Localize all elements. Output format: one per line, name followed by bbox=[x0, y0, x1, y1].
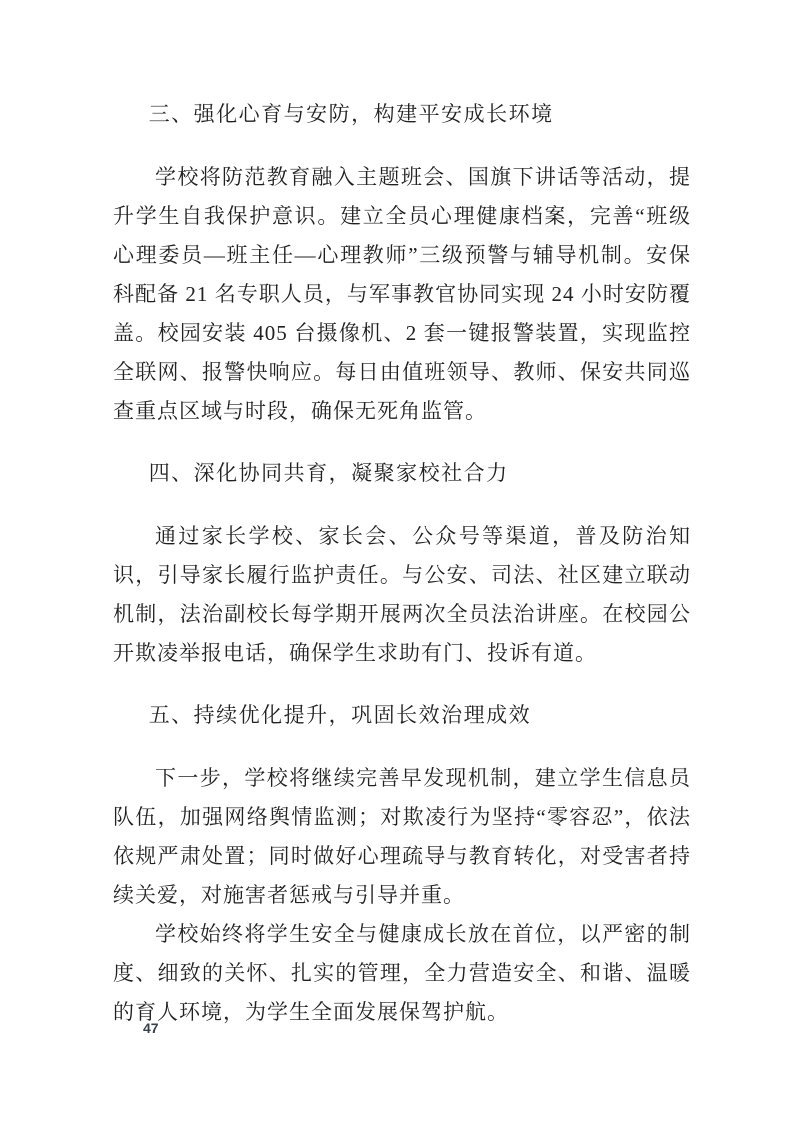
section-4-paragraph: 通过家长学校、家长会、公众号等渠道，普及防治知识，引导家长履行监护责任。与公安、司法、社区建立联动机制，法治副校长每学期开展两次全员法治讲座。在校园公开欺凌举报电话，确保学生求助有门、投诉有道。 bbox=[113, 524, 691, 665]
page-number: 47 bbox=[143, 1020, 159, 1036]
section-5-paragraph-2: 学校始终将学生安全与健康成长放在首位，以严密的制度、细致的关怀、扎实的管理，全力营造安全、和谐、温暖的育人环境，为学生全面发展保驾护航。 bbox=[113, 922, 691, 1024]
section-heading-3: 三、强化心育与安防，构建平安成长环境 bbox=[148, 102, 554, 126]
section-heading-4: 四、深化协同共育，凝聚家校社合力 bbox=[148, 461, 509, 485]
section-heading-5: 五、持续优化提升，巩固长效治理成效 bbox=[148, 703, 532, 727]
section-5-paragraph-1: 下一步，学校将继续完善早发现机制，建立学生信息员队伍，加强网络舆情监测；对欺凌行为坚持“零容忍”，依法依规严肃处置；同时做好心理疏导与教育转化，对受害者持续关爱，对施害者惩戒与引导并重。 bbox=[113, 766, 691, 907]
section-3-paragraph: 学校将防范教育融入主题班会、国旗下讲话等活动，提升学生自我保护意识。建立全员心理健康档案，完善“班级心理委员—班主任—心理教师”三级预警与辅导机制。安保科配备 21 名专职人员，与军事教官协同实现 24 小时安防覆盖。校园安装 405 台摄像机、2 套一键报警装置，实现监控全联网、报警快响应。每日由值班领导、教师、保安共同巡查重点区域与时段，确保无死角监管。 bbox=[113, 165, 691, 423]
document-body bbox=[113, 95, 691, 1032]
